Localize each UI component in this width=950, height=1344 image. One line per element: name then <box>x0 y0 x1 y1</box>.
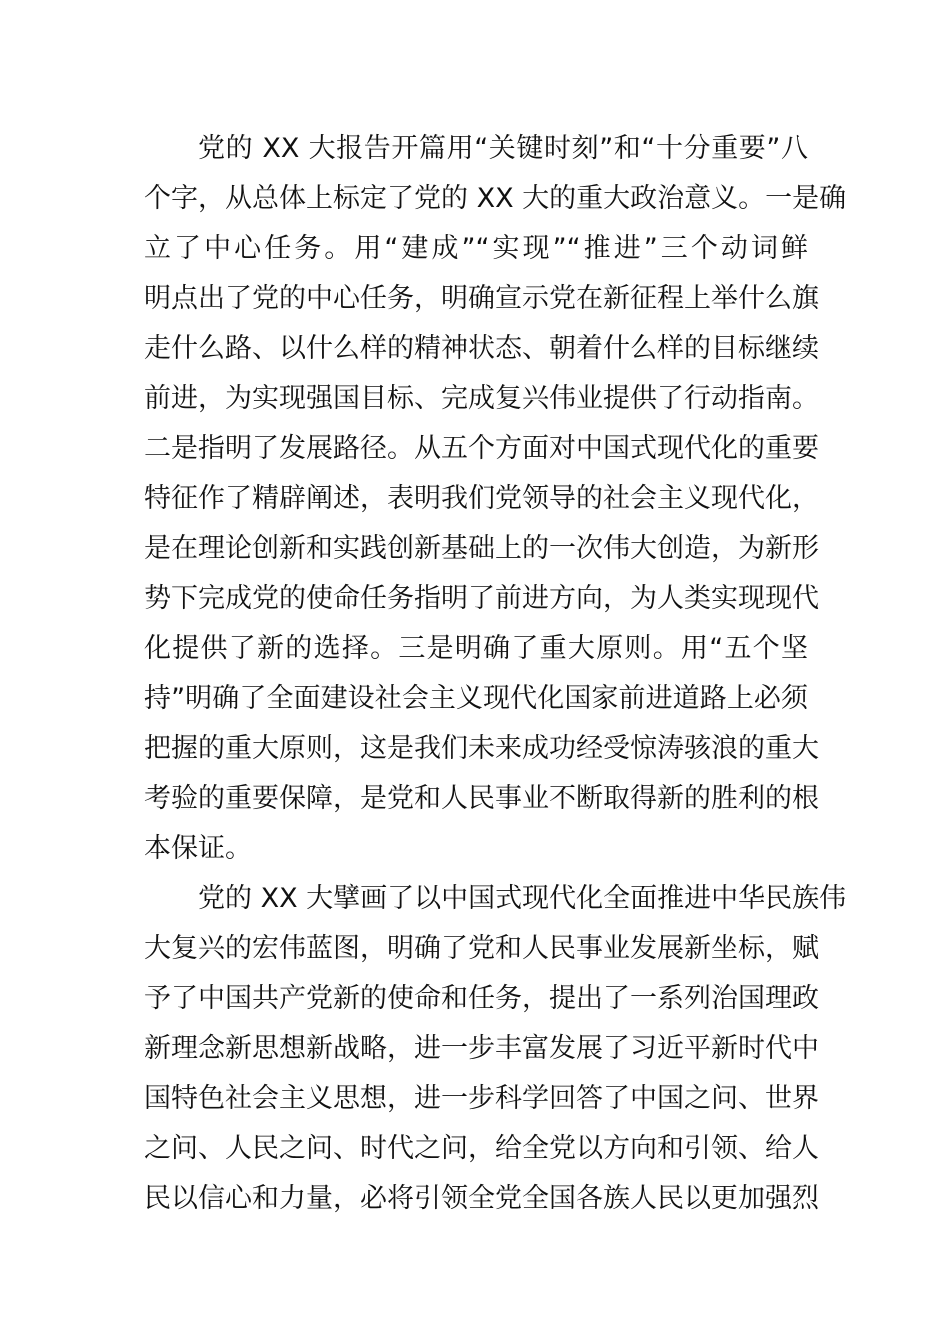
paragraph-line: 前进，为实现强国目标、完成复兴伟业提供了行动指南。 <box>144 383 819 414</box>
paragraph-line: 走什么路、以什么样的精神状态、朝着什么样的目标继续 <box>144 333 819 364</box>
paragraph-line: 个字，从总体上标定了党的 XX 大的重大政治意义。一是确 <box>144 183 847 214</box>
paragraph-line: 党的 XX 大擘画了以中国式现代化全面推进中华民族伟 <box>198 883 847 914</box>
paragraph-line: 党的 XX 大报告开篇用“关键时刻”和“十分重要”八 <box>198 133 808 164</box>
paragraph-line: 二是指明了发展路径。从五个方面对中国式现代化的重要 <box>144 433 819 464</box>
paragraph-line: 明点出了党的中心任务，明确宣示党在新征程上举什么旗 <box>144 283 819 314</box>
paragraph-2 <box>144 874 847 1224</box>
paragraph-line: 是在理论创新和实践创新基础上的一次伟大创造，为新形 <box>144 533 819 564</box>
paragraph-line: 势下完成党的使命任务指明了前进方向，为人类实现现代 <box>144 583 819 614</box>
paragraph-line: 之问、人民之问、时代之问，给全党以方向和引领、给人 <box>144 1133 819 1164</box>
paragraph-line: 把握的重大原则，这是我们未来成功经受惊涛骇浪的重大 <box>144 733 819 764</box>
paragraph-line: 国特色社会主义思想，进一步科学回答了中国之问、世界 <box>144 1083 819 1114</box>
paragraph-1 <box>144 124 847 874</box>
paragraph-line: 考验的重要保障，是党和人民事业不断取得新的胜利的根 <box>144 783 819 814</box>
paragraph-line: 大复兴的宏伟蓝图，明确了党和人民事业发展新坐标，赋 <box>144 933 819 964</box>
paragraph-line: 特征作了精辟阐述，表明我们党领导的社会主义现代化， <box>144 483 819 514</box>
paragraph-line: 新理念新思想新战略，进一步丰富发展了习近平新时代中 <box>144 1033 819 1064</box>
paragraph-line: 立了中心任务。用“建成”“实现”“推进”三个动词鲜 <box>144 233 808 264</box>
paragraph-line: 本保证。 <box>144 833 252 864</box>
paragraph-line: 民以信心和力量，必将引领全党全国各族人民以更加强烈 <box>144 1183 819 1214</box>
paragraph-line: 持”明确了全面建设社会主义现代化国家前进道路上必须 <box>144 683 808 714</box>
document-body <box>144 124 847 1224</box>
paragraph-line: 予了中国共产党新的使命和任务，提出了一系列治国理政 <box>144 983 819 1014</box>
paragraph-line: 化提供了新的选择。三是明确了重大原则。用“五个坚 <box>144 633 808 664</box>
